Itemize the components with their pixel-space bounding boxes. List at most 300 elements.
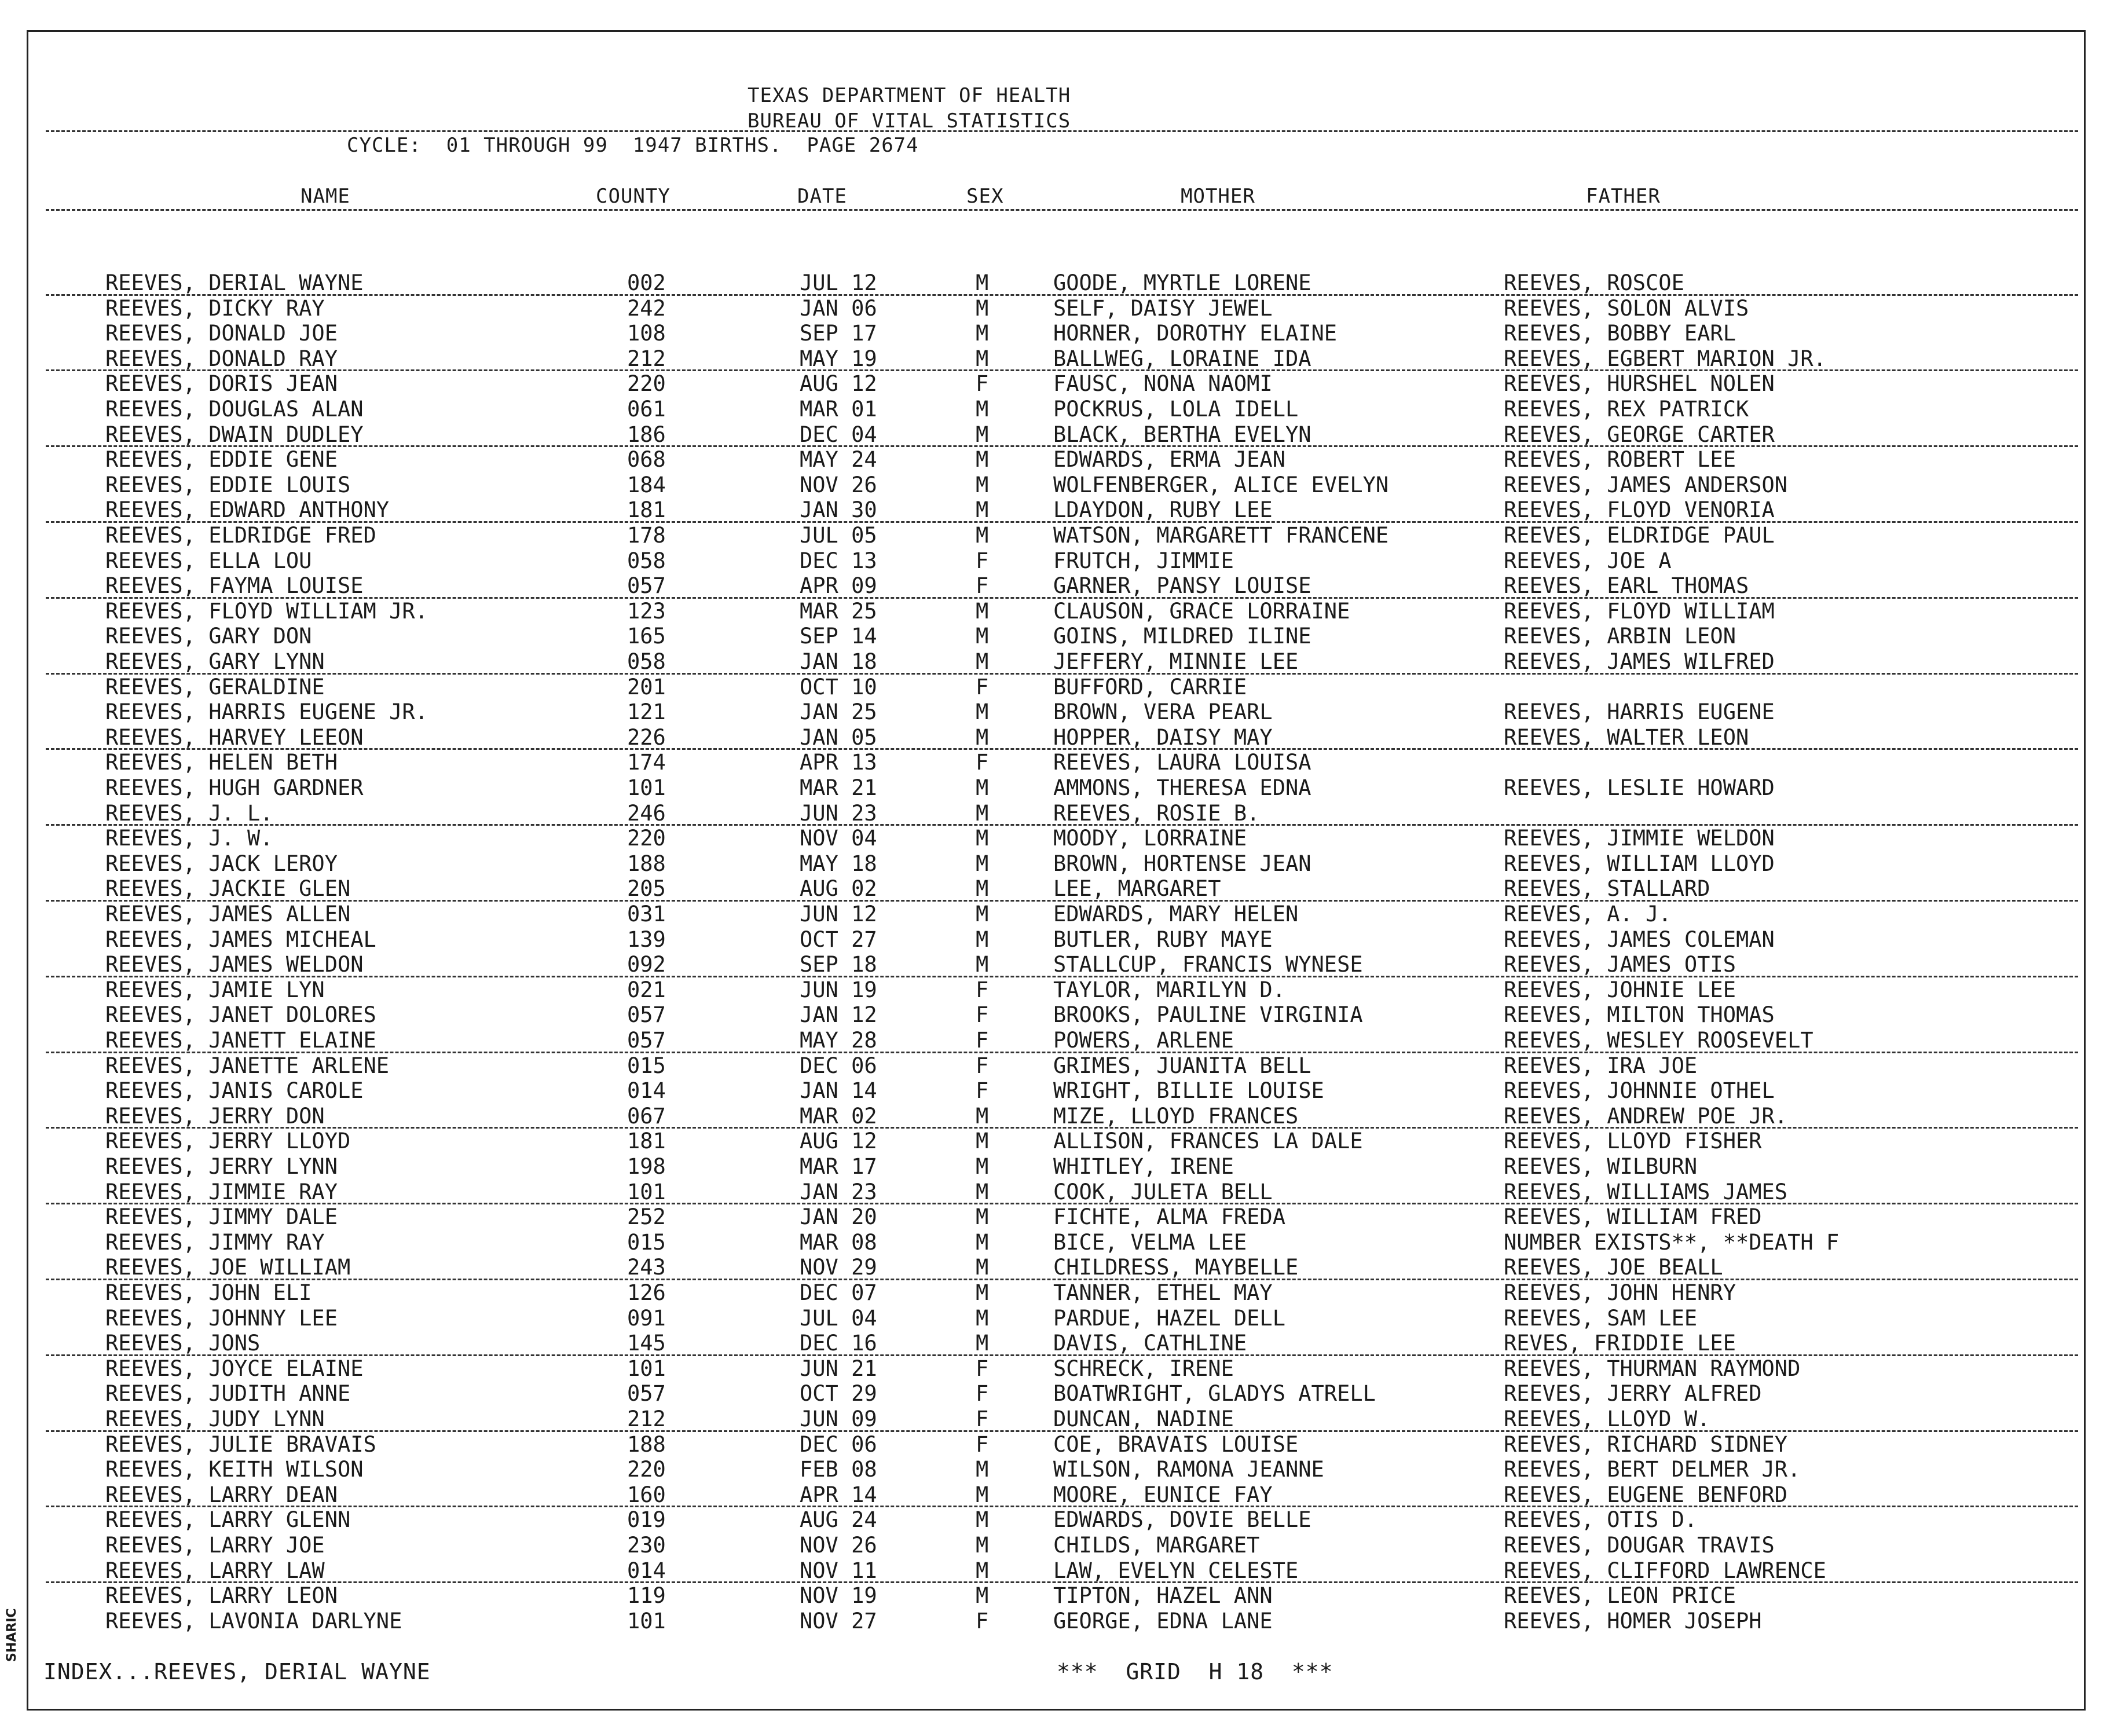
cell-county: 121 bbox=[627, 699, 666, 725]
cell-mother: WILSON, RAMONA JEANNE bbox=[1053, 1457, 1324, 1482]
side-label: SHARIC bbox=[5, 1608, 19, 1662]
cell-county: 057 bbox=[627, 1002, 666, 1028]
cell-sex: M bbox=[976, 724, 989, 750]
header-department: TEXAS DEPARTMENT OF HEALTH bbox=[748, 84, 1071, 107]
cell-father: REEVES, SOLON ALVIS bbox=[1504, 295, 1749, 321]
cell-father: REEVES, JOHNIE LEE bbox=[1504, 977, 1736, 1002]
cell-mother: EDWARDS, ERMA JEAN bbox=[1053, 447, 1285, 473]
cell-date: NOV 26 bbox=[800, 472, 877, 497]
cell-name: REEVES, DICKY RAY bbox=[105, 295, 325, 321]
cell-county: 186 bbox=[627, 422, 666, 447]
cell-date: MAY 24 bbox=[800, 447, 877, 473]
cell-name: REEVES, EDDIE LOUIS bbox=[105, 472, 351, 497]
cell-name: REEVES, JERRY DON bbox=[105, 1103, 325, 1129]
cell-date: JUN 23 bbox=[800, 800, 877, 826]
cell-name: REEVES, GARY DON bbox=[105, 624, 312, 649]
table-row bbox=[28, 1078, 2084, 1104]
cell-sex: M bbox=[976, 1229, 989, 1255]
cell-mother: TAYLOR, MARILYN D. bbox=[1053, 977, 1285, 1002]
cell-county: 220 bbox=[627, 1457, 666, 1482]
cell-name: REEVES, FLOYD WILLIAM JR. bbox=[105, 598, 428, 624]
cell-name: REEVES, JERRY LYNN bbox=[105, 1154, 338, 1179]
cell-name: REEVES, HARRIS EUGENE JR. bbox=[105, 699, 428, 725]
cell-name: REEVES, J. L. bbox=[105, 800, 273, 826]
cell-name: REEVES, JERRY LLOYD bbox=[105, 1129, 351, 1154]
cell-sex: M bbox=[976, 826, 989, 851]
table-row bbox=[28, 296, 2084, 321]
cell-mother: WOLFENBERGER, ALICE EVELYN bbox=[1053, 472, 1389, 497]
table-row bbox=[28, 548, 2084, 574]
cell-father: REEVES, WALTER LEON bbox=[1504, 724, 1749, 750]
cell-father: REEVES, THURMAN RAYMOND bbox=[1504, 1356, 1801, 1381]
cell-sex: M bbox=[976, 1507, 989, 1533]
cell-sex: F bbox=[976, 1002, 989, 1028]
cell-date: OCT 10 bbox=[800, 674, 877, 699]
cell-county: 139 bbox=[627, 926, 666, 952]
cell-sex: M bbox=[976, 397, 989, 422]
cell-mother: POCKRUS, LOLA IDELL bbox=[1053, 397, 1299, 422]
cell-sex: M bbox=[976, 876, 989, 902]
table-row bbox=[28, 826, 2084, 851]
cell-county: 220 bbox=[627, 371, 666, 397]
cell-mother: GOINS, MILDRED ILINE bbox=[1053, 624, 1311, 649]
cell-name: REEVES, JAMIE LYN bbox=[105, 977, 325, 1002]
cell-father: REEVES, JIMMIE WELDON bbox=[1504, 826, 1775, 851]
cell-name: REEVES, HUGH GARDNER bbox=[105, 775, 364, 800]
cell-mother: AMMONS, THERESA EDNA bbox=[1053, 775, 1311, 800]
cell-county: 184 bbox=[627, 472, 666, 497]
cell-sex: F bbox=[976, 750, 989, 775]
cell-county: 198 bbox=[627, 1154, 666, 1179]
cell-mother: REEVES, LAURA LOUISA bbox=[1053, 750, 1311, 775]
cell-sex: F bbox=[976, 1381, 989, 1407]
cell-county: 057 bbox=[627, 1381, 666, 1407]
cell-mother: REEVES, ROSIE B. bbox=[1053, 800, 1260, 826]
table-row bbox=[28, 675, 2084, 700]
cell-mother: POWERS, ARLENE bbox=[1053, 1028, 1234, 1053]
cell-date: NOV 27 bbox=[800, 1608, 877, 1634]
cell-sex: M bbox=[976, 295, 989, 321]
cell-father: REEVES, HOMER JOSEPH bbox=[1504, 1608, 1762, 1634]
cell-mother: CLAUSON, GRACE LORRAINE bbox=[1053, 598, 1350, 624]
cell-father: REEVES, JAMES ANDERSON bbox=[1504, 472, 1788, 497]
table-row bbox=[28, 902, 2084, 927]
table-row bbox=[28, 573, 2084, 599]
cell-mother: BROWN, VERA PEARL bbox=[1053, 699, 1273, 725]
cell-sex: F bbox=[976, 573, 989, 599]
cell-sex: M bbox=[976, 1533, 989, 1558]
cell-county: 174 bbox=[627, 750, 666, 775]
cell-father: REEVES, WILLIAM LLOYD bbox=[1504, 851, 1775, 876]
table-row bbox=[28, 699, 2084, 725]
cell-name: REEVES, GARY LYNN bbox=[105, 649, 325, 674]
cell-name: REEVES, ELDRIDGE FRED bbox=[105, 523, 376, 548]
cell-date: NOV 04 bbox=[800, 826, 877, 851]
cell-father: REEVES, LEON PRICE bbox=[1504, 1583, 1736, 1609]
cell-date: AUG 24 bbox=[800, 1507, 877, 1533]
table-row bbox=[28, 1104, 2084, 1129]
table-row bbox=[28, 1482, 2084, 1508]
cell-sex: M bbox=[976, 497, 989, 523]
table-row bbox=[28, 397, 2084, 422]
cell-date: JAN 30 bbox=[800, 497, 877, 523]
cell-father: REEVES, HARRIS EUGENE bbox=[1504, 699, 1775, 725]
cell-sex: M bbox=[976, 1103, 989, 1129]
cell-mother: GOODE, MYRTLE LORENE bbox=[1053, 270, 1311, 295]
cell-mother: COOK, JULETA BELL bbox=[1053, 1179, 1273, 1204]
table-row bbox=[28, 977, 2084, 1003]
table-row bbox=[28, 447, 2084, 473]
cell-mother: GRIMES, JUANITA BELL bbox=[1053, 1053, 1311, 1078]
cell-father: REEVES, RICHARD SIDNEY bbox=[1504, 1431, 1788, 1457]
cell-county: 068 bbox=[627, 447, 666, 473]
cell-name: REEVES, JANETTE ARLENE bbox=[105, 1053, 390, 1078]
cell-sex: F bbox=[976, 1431, 989, 1457]
cell-county: 019 bbox=[627, 1507, 666, 1533]
cell-sex: M bbox=[976, 1280, 989, 1305]
cell-date: FEB 08 bbox=[800, 1457, 877, 1482]
cell-county: 160 bbox=[627, 1482, 666, 1507]
cell-date: OCT 29 bbox=[800, 1381, 877, 1407]
cell-mother: HOPPER, DAISY MAY bbox=[1053, 724, 1273, 750]
cell-father: REEVES, ELDRIDGE PAUL bbox=[1504, 523, 1775, 548]
cell-name: REEVES, ELLA LOU bbox=[105, 548, 312, 573]
cell-mother: BUTLER, RUBY MAYE bbox=[1053, 926, 1273, 952]
cell-name: REEVES, JOYCE ELAINE bbox=[105, 1356, 364, 1381]
cell-date: DEC 16 bbox=[800, 1331, 877, 1356]
cell-date: JAN 25 bbox=[800, 699, 877, 725]
cell-sex: M bbox=[976, 1204, 989, 1230]
cell-sex: M bbox=[976, 1305, 989, 1331]
cell-name: REEVES, DONALD RAY bbox=[105, 346, 338, 371]
cell-mother: CHILDS, MARGARET bbox=[1053, 1533, 1260, 1558]
cell-date: JAN 12 bbox=[800, 1002, 877, 1028]
cell-sex: M bbox=[976, 422, 989, 447]
cell-county: 061 bbox=[627, 397, 666, 422]
cell-mother: PARDUE, HAZEL DELL bbox=[1053, 1305, 1285, 1331]
cell-name: REEVES, GERALDINE bbox=[105, 674, 325, 699]
cell-county: 126 bbox=[627, 1280, 666, 1305]
cell-sex: M bbox=[976, 270, 989, 295]
cell-name: REEVES, JAMES MICHEAL bbox=[105, 926, 376, 952]
cell-name: REEVES, JACKIE GLEN bbox=[105, 876, 351, 902]
cell-father: REEVES, ROSCOE bbox=[1504, 270, 1684, 295]
cell-date: AUG 02 bbox=[800, 876, 877, 902]
table-row bbox=[28, 422, 2084, 448]
cell-county: 201 bbox=[627, 674, 666, 699]
cell-father: REEVES, WILLIAM FRED bbox=[1504, 1204, 1762, 1230]
table-row bbox=[28, 952, 2084, 977]
cell-sex: F bbox=[976, 1407, 989, 1431]
table-row bbox=[28, 321, 2084, 346]
cell-county: 058 bbox=[627, 649, 666, 674]
cell-name: REEVES, JULIE BRAVAIS bbox=[105, 1431, 376, 1457]
cell-father: REEVES, JOHN HENRY bbox=[1504, 1280, 1736, 1305]
table-row bbox=[28, 270, 2084, 296]
cell-sex: F bbox=[976, 1053, 989, 1078]
cell-county: 188 bbox=[627, 851, 666, 876]
col-header-county: COUNTY bbox=[596, 185, 671, 208]
cell-county: 015 bbox=[627, 1053, 666, 1078]
cell-date: AUG 12 bbox=[800, 371, 877, 397]
cell-county: 220 bbox=[627, 826, 666, 851]
cell-county: 015 bbox=[627, 1229, 666, 1255]
cell-mother: GEORGE, EDNA LANE bbox=[1053, 1608, 1273, 1634]
cell-name: REEVES, JUDITH ANNE bbox=[105, 1381, 351, 1407]
cell-father: REEVES, A. J. bbox=[1504, 902, 1672, 926]
cell-sex: M bbox=[976, 1255, 989, 1280]
cell-county: 101 bbox=[627, 775, 666, 800]
cell-father: REEVES, LESLIE HOWARD bbox=[1504, 775, 1775, 800]
cell-date: SEP 14 bbox=[800, 624, 877, 649]
cell-date: MAY 28 bbox=[800, 1028, 877, 1053]
cell-father: REEVES, FLOYD WILLIAM bbox=[1504, 598, 1775, 624]
cell-father: REEVES, LLOYD FISHER bbox=[1504, 1129, 1762, 1154]
table-row bbox=[28, 624, 2084, 649]
cell-father: REEVES, REX PATRICK bbox=[1504, 397, 1749, 422]
cell-name: REEVES, JOE WILLIAM bbox=[105, 1255, 351, 1280]
cell-father: REEVES, HURSHEL NOLEN bbox=[1504, 371, 1775, 397]
cell-father: REEVES, GEORGE CARTER bbox=[1504, 422, 1775, 447]
cell-date: JUN 09 bbox=[800, 1407, 877, 1431]
table-row bbox=[28, 1306, 2084, 1331]
cell-name: REEVES, HARVEY LEEON bbox=[105, 724, 364, 750]
cell-mother: JEFFERY, MINNIE LEE bbox=[1053, 649, 1299, 674]
table-row bbox=[28, 497, 2084, 523]
footer-grid: *** GRID H 18 *** bbox=[1057, 1659, 1333, 1684]
cell-sex: M bbox=[976, 800, 989, 826]
table-row bbox=[28, 1002, 2084, 1028]
cell-date: JUN 21 bbox=[800, 1356, 877, 1381]
cell-sex: M bbox=[976, 1457, 989, 1482]
cell-name: REEVES, LARRY GLENN bbox=[105, 1507, 351, 1533]
cell-county: 188 bbox=[627, 1431, 666, 1457]
cell-date: NOV 26 bbox=[800, 1533, 877, 1558]
cell-sex: M bbox=[976, 523, 989, 548]
cell-county: 021 bbox=[627, 977, 666, 1002]
cell-name: REEVES, JIMMY RAY bbox=[105, 1229, 325, 1255]
cell-date: JAN 18 bbox=[800, 649, 877, 674]
cell-father: REEVES, JOHNNIE OTHEL bbox=[1504, 1078, 1775, 1104]
table-row bbox=[28, 599, 2084, 624]
cell-name: REEVES, JIMMIE RAY bbox=[105, 1179, 338, 1204]
cell-father: REEVES, SAM LEE bbox=[1504, 1305, 1698, 1331]
cell-mother: MIZE, LLOYD FRANCES bbox=[1053, 1103, 1299, 1129]
table-row bbox=[28, 851, 2084, 877]
cell-father: REEVES, JAMES WILFRED bbox=[1504, 649, 1775, 674]
cell-date: APR 13 bbox=[800, 750, 877, 775]
cell-date: MAR 02 bbox=[800, 1103, 877, 1129]
cell-name: REEVES, DONALD JOE bbox=[105, 321, 338, 346]
cell-sex: F bbox=[976, 548, 989, 573]
table-row bbox=[28, 1154, 2084, 1180]
cell-mother: MOODY, LORRAINE bbox=[1053, 826, 1247, 851]
document-frame bbox=[27, 30, 2086, 1711]
table-row bbox=[28, 1407, 2084, 1432]
cell-county: 246 bbox=[627, 800, 666, 826]
cell-mother: FAUSC, NONA NAOMI bbox=[1053, 371, 1273, 397]
cell-name: REEVES, LARRY LEON bbox=[105, 1583, 338, 1609]
cell-sex: M bbox=[976, 321, 989, 346]
cell-mother: DUNCAN, NADINE bbox=[1053, 1407, 1234, 1431]
table-row bbox=[28, 801, 2084, 826]
cell-date: JAN 05 bbox=[800, 724, 877, 750]
cell-county: 101 bbox=[627, 1356, 666, 1381]
cell-mother: HORNER, DOROTHY ELAINE bbox=[1053, 321, 1338, 346]
table-row bbox=[28, 1507, 2084, 1533]
col-header-date: DATE bbox=[797, 185, 847, 208]
table-row bbox=[28, 1609, 2084, 1634]
cell-sex: M bbox=[976, 1558, 989, 1583]
cell-county: 092 bbox=[627, 952, 666, 977]
cell-mother: BUFFORD, CARRIE bbox=[1053, 674, 1247, 699]
cell-sex: M bbox=[976, 902, 989, 926]
cell-name: REEVES, JANIS CAROLE bbox=[105, 1078, 364, 1104]
cell-father: REEVES, EUGENE BENFORD bbox=[1504, 1482, 1788, 1507]
cell-mother: BROWN, HORTENSE JEAN bbox=[1053, 851, 1311, 876]
table-row bbox=[28, 371, 2084, 397]
cell-mother: COE, BRAVAIS LOUISE bbox=[1053, 1431, 1299, 1457]
cell-name: REEVES, EDDIE GENE bbox=[105, 447, 338, 473]
cell-sex: M bbox=[976, 1583, 989, 1609]
footer-index: INDEX...REEVES, DERIAL WAYNE bbox=[43, 1659, 431, 1684]
cell-father: NUMBER EXISTS**, **DEATH F bbox=[1504, 1229, 1840, 1255]
cell-name: REEVES, J. W. bbox=[105, 826, 273, 851]
cell-father: REEVES, JOE BEALL bbox=[1504, 1255, 1723, 1280]
cell-date: APR 09 bbox=[800, 573, 877, 599]
col-header-mother: MOTHER bbox=[1181, 185, 1255, 208]
cell-county: 101 bbox=[627, 1608, 666, 1634]
cell-date: DEC 06 bbox=[800, 1431, 877, 1457]
cell-sex: F bbox=[976, 1028, 989, 1053]
cell-county: 101 bbox=[627, 1179, 666, 1204]
cell-date: JAN 06 bbox=[800, 295, 877, 321]
cell-father: REEVES, FLOYD VENORIA bbox=[1504, 497, 1775, 523]
cell-sex: F bbox=[976, 371, 989, 397]
cell-date: DEC 06 bbox=[800, 1053, 877, 1078]
table-row bbox=[28, 1028, 2084, 1053]
cell-sex: M bbox=[976, 926, 989, 952]
cell-mother: LAW, EVELYN CELESTE bbox=[1053, 1558, 1299, 1583]
col-header-sex: SEX bbox=[966, 185, 1004, 208]
cell-county: 002 bbox=[627, 270, 666, 295]
cell-name: REEVES, LARRY DEAN bbox=[105, 1482, 338, 1507]
table-row bbox=[28, 649, 2084, 675]
cell-county: 226 bbox=[627, 724, 666, 750]
cell-date: JUN 12 bbox=[800, 902, 877, 926]
cell-name: REEVES, JONS bbox=[105, 1331, 261, 1356]
cell-name: REEVES, JIMMY DALE bbox=[105, 1204, 338, 1230]
table-row bbox=[28, 1129, 2084, 1154]
cell-date: JAN 23 bbox=[800, 1179, 877, 1204]
table-row bbox=[28, 775, 2084, 801]
cell-mother: ALLISON, FRANCES LA DALE bbox=[1053, 1129, 1363, 1154]
cell-date: JUL 04 bbox=[800, 1305, 877, 1331]
table-row bbox=[28, 473, 2084, 498]
cell-county: 252 bbox=[627, 1204, 666, 1230]
cell-sex: F bbox=[976, 674, 989, 699]
table-row bbox=[28, 1053, 2084, 1079]
table-row bbox=[28, 1280, 2084, 1306]
cell-date: DEC 04 bbox=[800, 422, 877, 447]
cell-father: REEVES, JAMES OTIS bbox=[1504, 952, 1736, 977]
table-row bbox=[28, 1331, 2084, 1356]
cell-county: 091 bbox=[627, 1305, 666, 1331]
cell-mother: TIPTON, HAZEL ANN bbox=[1053, 1583, 1273, 1609]
cell-mother: LEE, MARGARET bbox=[1053, 876, 1221, 902]
cell-date: SEP 18 bbox=[800, 952, 877, 977]
cell-father: REEVES, WILBURN bbox=[1504, 1154, 1698, 1179]
table-row bbox=[28, 1533, 2084, 1558]
cell-county: 057 bbox=[627, 573, 666, 599]
cell-father: REEVES, CLIFFORD LAWRENCE bbox=[1504, 1558, 1826, 1583]
cell-sex: M bbox=[976, 624, 989, 649]
cell-name: REEVES, LARRY JOE bbox=[105, 1533, 325, 1558]
cell-county: 230 bbox=[627, 1533, 666, 1558]
cell-sex: M bbox=[976, 699, 989, 725]
cell-mother: MOORE, EUNICE FAY bbox=[1053, 1482, 1273, 1507]
table-row bbox=[28, 1356, 2084, 1382]
cell-date: APR 14 bbox=[800, 1482, 877, 1507]
cell-mother: FRUTCH, JIMMIE bbox=[1053, 548, 1234, 573]
table-row bbox=[28, 750, 2084, 775]
cell-father: REEVES, JERRY ALFRED bbox=[1504, 1381, 1762, 1407]
cell-sex: M bbox=[976, 851, 989, 876]
table-row bbox=[28, 346, 2084, 372]
cell-father: REEVES, OTIS D. bbox=[1504, 1507, 1698, 1533]
cell-date: MAR 21 bbox=[800, 775, 877, 800]
cell-sex: M bbox=[976, 598, 989, 624]
cell-sex: F bbox=[976, 1608, 989, 1634]
cell-name: REEVES, JOHNNY LEE bbox=[105, 1305, 338, 1331]
cell-father: REEVES, JOE A bbox=[1504, 548, 1672, 573]
table-row bbox=[28, 1255, 2084, 1280]
cell-mother: BICE, VELMA LEE bbox=[1053, 1229, 1247, 1255]
table-row bbox=[28, 927, 2084, 953]
cell-name: REEVES, DORIS JEAN bbox=[105, 371, 338, 397]
table-row bbox=[28, 1558, 2084, 1584]
cell-date: NOV 19 bbox=[800, 1583, 877, 1609]
cell-sex: M bbox=[976, 472, 989, 497]
cell-sex: M bbox=[976, 1154, 989, 1179]
cell-date: AUG 12 bbox=[800, 1129, 877, 1154]
cell-name: REEVES, JANETT ELAINE bbox=[105, 1028, 376, 1053]
cell-county: 108 bbox=[627, 321, 666, 346]
cell-county: 119 bbox=[627, 1583, 666, 1609]
cell-date: MAR 17 bbox=[800, 1154, 877, 1179]
table-row bbox=[28, 725, 2084, 750]
cell-county: 212 bbox=[627, 346, 666, 371]
cell-name: REEVES, KEITH WILSON bbox=[105, 1457, 364, 1482]
column-header-divider bbox=[46, 209, 2078, 211]
table-row bbox=[28, 1583, 2084, 1609]
cell-sex: M bbox=[976, 1331, 989, 1356]
cell-mother: SCHRECK, IRENE bbox=[1053, 1356, 1234, 1381]
cell-mother: BOATWRIGHT, GLADYS ATRELL bbox=[1053, 1381, 1376, 1407]
col-header-name: NAME bbox=[301, 185, 350, 208]
table-row bbox=[28, 1432, 2084, 1457]
cell-sex: M bbox=[976, 775, 989, 800]
cell-county: 165 bbox=[627, 624, 666, 649]
cell-sex: M bbox=[976, 346, 989, 371]
cell-date: MAY 19 bbox=[800, 346, 877, 371]
cell-father: REEVES, WILLIAMS JAMES bbox=[1504, 1179, 1788, 1204]
cell-father: REEVES, WESLEY ROOSEVELT bbox=[1504, 1028, 1813, 1053]
cell-date: JAN 20 bbox=[800, 1204, 877, 1230]
cell-mother: CHILDRESS, MAYBELLE bbox=[1053, 1255, 1299, 1280]
cell-father: REEVES, BERT DELMER JR. bbox=[1504, 1457, 1801, 1482]
cell-mother: BLACK, BERTHA EVELYN bbox=[1053, 422, 1311, 447]
